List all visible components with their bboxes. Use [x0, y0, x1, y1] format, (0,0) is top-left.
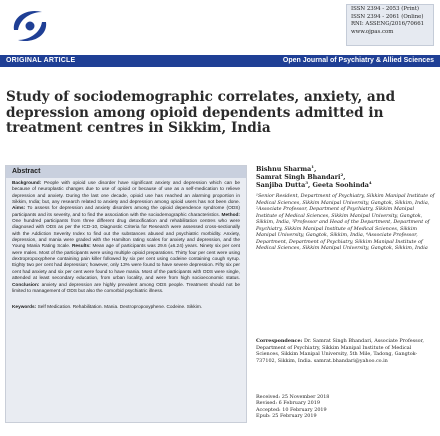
- article-title: Study of sociodemographic correlates, anxiety, and depression among opioid dependents admitted in treatment centres in Sikkim, India: [6, 89, 396, 136]
- abstract-heading: Abstract: [6, 166, 246, 178]
- author-name: Bishnu Sharma$^1$,: [256, 163, 317, 173]
- date-received: Received: 25 November 2018: [256, 394, 330, 400]
- article-type: ORIGINAL ARTICLE: [6, 57, 76, 64]
- date-accepted: Accepted: 10 February 2019: [256, 406, 327, 413]
- date-epub: Epub: 25 February 2019: [256, 412, 317, 419]
- article-dates: [256, 394, 436, 419]
- rni-number: RNI: ASSENG/2016/70661: [351, 21, 425, 28]
- author-list: [256, 163, 436, 189]
- date-revised: Revised: 6 February 2019: [256, 400, 320, 407]
- correspondence-label: Correspondence:: [256, 338, 303, 344]
- abstract-results: Results: Mean age of participants was 29.6 (±6.24) years. Ninety six per cent were males. Most of the participants were using multiple opioid preparations. Thirty four per cent were using dextropropoxyphene containing pain killer followed by six per cent using codeine containing cough syrup. Eighty two per cent had depression; however, only 13% were found to have severe depression. Fifty six per cent had anxiety and six per cent were found to have mania. Most of the participants with ODS were single, attended at least secondary education, from urban locality, and were from high socioeconomic status.: [12, 244, 240, 282]
- issn-box: [346, 4, 434, 46]
- issn-online: ISSN 2394 - 2061 (Online): [351, 13, 424, 20]
- keywords: Keywords: Self Medication. Rehabilitation. Mania. Dextropropoxyphene. Codeine. Sikkim.: [12, 305, 203, 311]
- abstract-box: [5, 165, 247, 423]
- abstract-conclusion: Conclusion: anxiety and depression are highly prevalent among ODS people. Treatment should not be limited to management of ODS but also the comorbid psychiatric illness.: [12, 282, 240, 294]
- abstract-method: Method: One hundred participants from three different drug detoxification and rehabilitation centres who were diagnosed with ODS as per the ICD-10, Diagnostic Criteria for Research were assessed cross-sectionally with the Addiction Severity Index to find out the substances abused and psychiatric morbidity. Anxiety, depression, and mania were graded with the Hamilton rating scales for anxiety and depression, and the Young Mania Rating Scale.: [12, 212, 240, 250]
- author-block: [256, 163, 436, 252]
- abstract-background: Background: People with opioid use disorder have significant anxiety and depression which can be because of neuroplastic changes due to use of opioid or because of use as a self-medication to relieve depression and anxiety. During the last one decade, opioid use has reached an alarming proportion in Sikkim, India; but, any research related to anxiety and depression among opioid users has not been done.: [12, 181, 240, 206]
- correspondence-text: Dr. Samrat Singh Bhandari, Associate Professor, Department of Psychiatry, Sikkim Manipal Institute of Medical Sciences, Sikkim Manipal University, 5th Mile, Tadong, Gangtok-737102, Sikkim, India. samrat.bhandari@yahoo.co.in: [256, 338, 424, 364]
- author-name: Sanjiba Dutta$^3$, Geeta Soohinda$^4$: [256, 179, 372, 189]
- journal-logo-icon: [8, 6, 52, 46]
- journal-name: Open Journal of Psychiatry & Allied Sciences: [282, 57, 434, 64]
- abstract-body: [6, 178, 246, 312]
- author-affiliations: ¹Senior Resident, Department of Psychiatry, Sikkim Manipal Institute of Medical Sciences, Sikkim Manipal University, Gangtok, Sikkim, India, ²Associate Professor, Department of Psychiatry, Sikkim Manipal Institute of Medical Sciences, Sikkim Manipal University, Gangtok, Sikkim, India, ³Professor and Head of the Department, Department of Psychiatry, Sikkim Manipal Institute of Medical Sciences, Sikkim Manipal University, Gangtok, Sikkim, India, ⁴Associate Professor, Department, Department of Psychiatry, Sikkim Manipal Institute of Medical Sciences, Sikkim Manipal University, Gangtok, Sikkim, India: [256, 193, 435, 252]
- journal-header: [0, 0, 440, 52]
- author-name: Samrat Singh Bhandari$^2$,: [256, 171, 346, 181]
- journal-banner: [0, 55, 440, 67]
- abstract-aims: Aims: To assess for depression and anxiety disorders among the opioid dependence syndrome (ODS) participants and its severity, and to find the association with the sociodemographic characteristics.: [12, 206, 240, 218]
- journal-website[interactable]: www.ojpas.com: [351, 28, 394, 35]
- issn-print: ISSN 2394 - 2053 (Print): [351, 6, 420, 12]
- correspondence: [256, 338, 436, 364]
